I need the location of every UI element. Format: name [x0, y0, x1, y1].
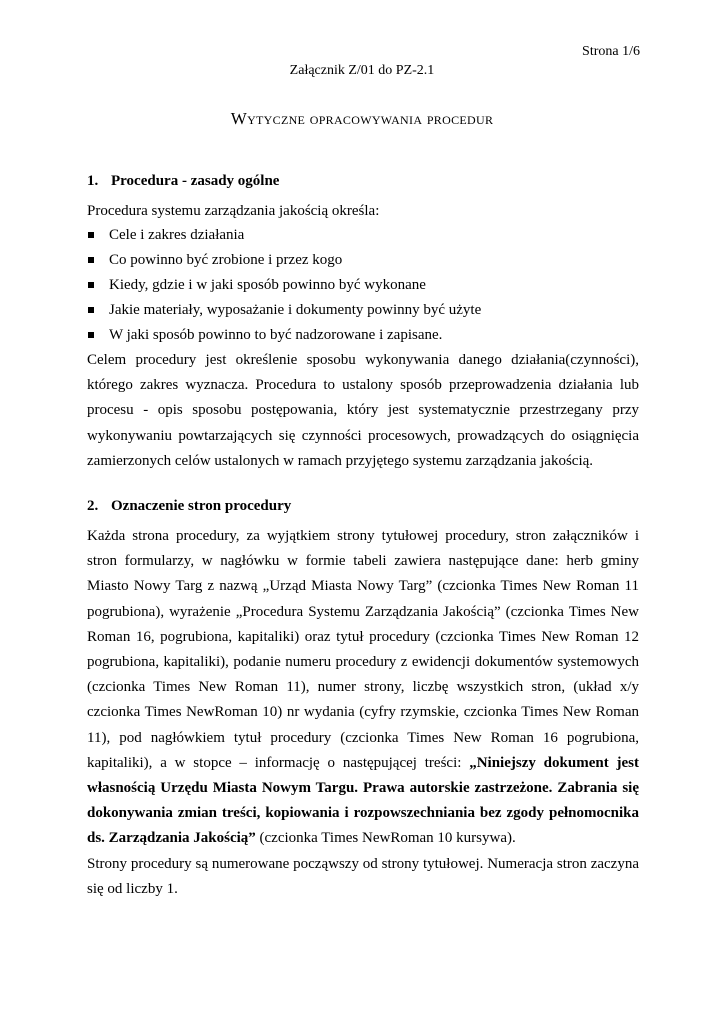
list-item [87, 248, 639, 273]
paragraph-text-end: (czcionka Times NewRoman 10 kursywa). [255, 830, 516, 847]
list-item [87, 323, 639, 348]
section-heading [87, 494, 639, 518]
copyright-notice-text: „Niniejszy dokument jest własnością Urzędu Miasta Nowym Targu. Prawa autorskie zastrzeżone. Zabrania się dokonywania zmian treści, kopiowania i rozpowszechniania bez zgody pełnomocnika ds. Zarządzania Jakością” [87, 754, 639, 847]
list-item-text: Cele i zakres działania [109, 227, 245, 243]
square-bullet-icon [88, 232, 94, 238]
list-item-text: Kiedy, gdzie i w jaki sposób powinno być wykonane [109, 277, 426, 293]
square-bullet-icon [88, 332, 94, 338]
page-number: Strona 1/6 [582, 44, 640, 59]
square-bullet-icon [88, 282, 94, 288]
body-paragraph [87, 524, 639, 852]
bullet-list [87, 223, 639, 348]
body-paragraph: Strony procedury są numerowane począwszy od strony tytułowej. Numeracja stron zaczyna się od liczby 1. [87, 855, 639, 897]
section-intro: Procedura systemu zarządzania jakością określa: [87, 203, 380, 219]
section-title: Procedura - zasady ogólne [111, 173, 280, 189]
section-title: Oznaczenie stron procedury [111, 498, 292, 514]
square-bullet-icon [88, 257, 94, 263]
attachment-reference: Załącznik Z/01 do PZ-2.1 [289, 63, 435, 78]
square-bullet-icon [88, 307, 94, 313]
paragraph-text: Każda strona procedury, za wyjątkiem strony tytułowej procedury, stron załączników i stron formularzy, w nagłówku w formie tabeli zawiera następujące dane: herb gminy Miasto Nowy Targ z nazwą „Urząd Miasta Nowy Targ” (czcionka Times New Roman 11 pogrubiona), wyrażenie „Procedura Systemu Zarządzania Jakością” (czcionka Times New Roman 16, pogrubiona, kapitaliki) oraz tytuł procedury (czcionka Times New Roman 12 pogrubiona, kapitaliki), podanie numeru procedury z ewidencji dokumentów systemowych (czcionka Times New Roman 11), numer strony, liczbę wszystkich stron, (układ x/y czcionka Times NewRoman 10) nr wydania (cyfry rzymskie, czcionka Times New Roman 11), pod nagłówkiem tytuł procedury (czcionka Times New Roman 16 pogrubiona, kapitaliki), a w stopce – informację o następującej treści: [87, 528, 639, 771]
list-item [87, 223, 639, 248]
list-item-text: Co powinno być zrobione i przez kogo [109, 252, 343, 268]
list-item [87, 273, 639, 298]
section-heading [87, 169, 639, 193]
document-title: Wytyczne opracowywania procedur [230, 109, 494, 128]
list-item-text: W jaki sposób powinno to być nadzorowane i zapisane. [109, 327, 443, 343]
section-number: 1. [87, 173, 99, 189]
list-item [87, 298, 639, 323]
list-item-text: Jakie materiały, wyposażanie i dokumenty powinny być użyte [109, 302, 482, 318]
section-number: 2. [87, 498, 99, 514]
section-2 [87, 494, 639, 902]
body-paragraph: Celem procedury jest określenie sposobu wykonywania danego działania(czynności), którego zakres wyznacza. Procedura to ustalony sposób przeprowadzenia działania lub procesu - opis sposobu postępowania, który jest systematycznie przestrzegany przy wykonywaniu powtarzających się czynności procesowych, prowadzących do osiągnięcia zamierzonych celów ustalonych w ramach przyjętego systemu zarządzania jakością. [87, 352, 639, 469]
section-1 [87, 169, 639, 474]
